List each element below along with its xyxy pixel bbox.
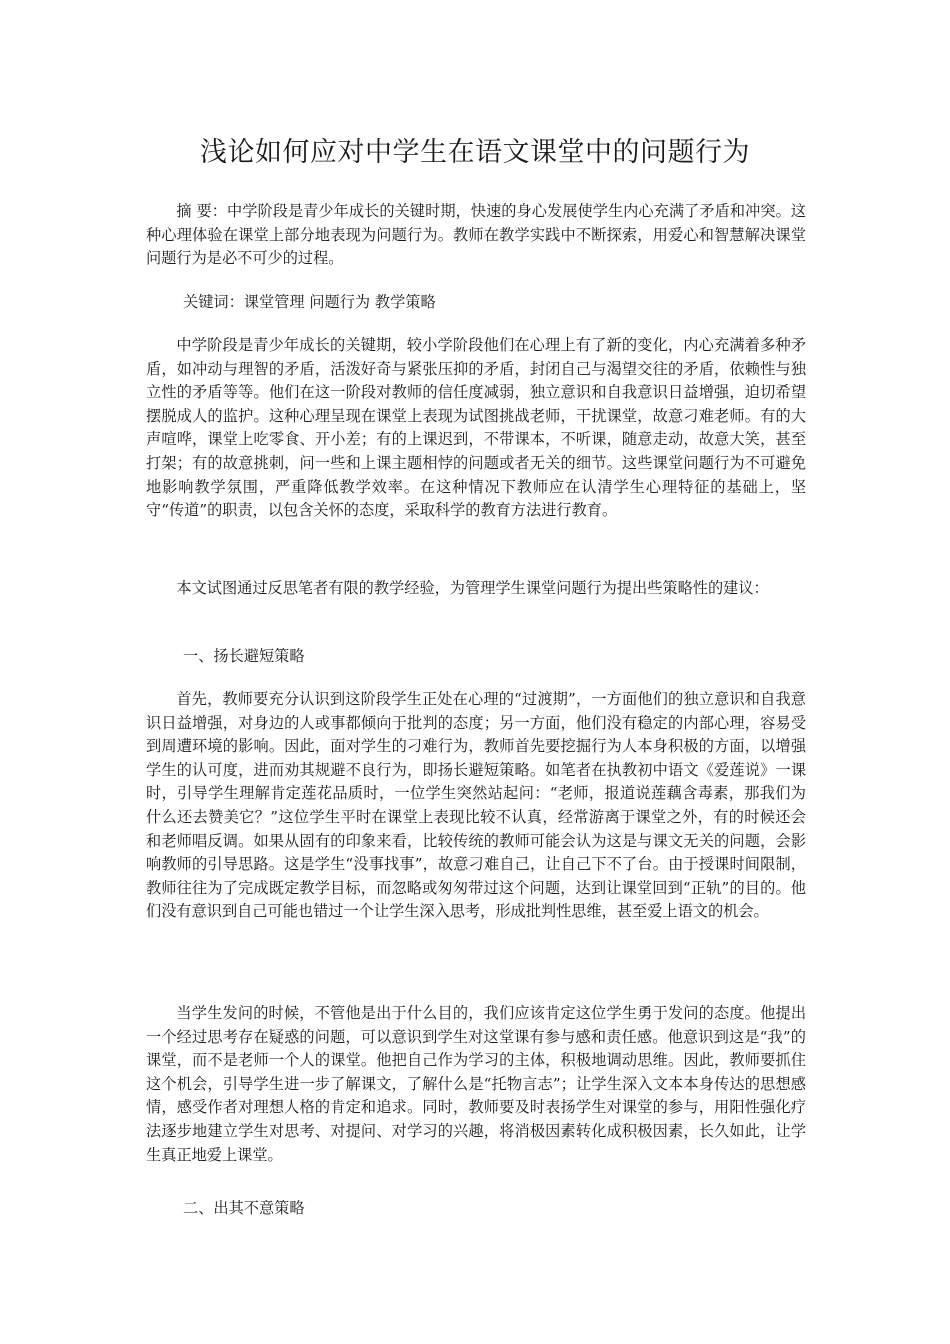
body-paragraph-2: 本文试图通过反思笔者有限的教学经验，为管理学生课堂问题行为提出些策略性的建议： bbox=[176, 579, 769, 597]
body-paragraph-3: 首先，教师要充分认识到这阶段学生正处在心理的“过渡期”，一方面他们的独立意识和自我意识日益增强，对身边的人或事都倾向于批判的态度；另一方面，他们没有稳定的内部心理，容易受到周遭环境的影响。因此，面对学生的刁难行为，教师首先要挖掘行为人本身积极的方面，以增强学生的认可度，进而劝其规避不良行为，即扬长避短策略。如笔者在执教初中语文《爱莲说》一课时，引导学生理解肯定莲花品质时，一位学生突然站起问：“老师，报道说莲藕含毒素，那我们为什么还去赞美它？”这位学生平时在课堂上表现比较不认真，经常游离于课堂之外，有的时候还会和老师唱反调。如果从固有的印象来看，比较传统的教师可能会认为这是与课文无关的问题，会影响教师的引导思路。这是学生“没事找事”，故意刁难自己，让自己下不了台。由于授课时间限制，教师往往为了完成既定教学目标，而忽略或匆匆带过这个问题，达到让课堂回到“正轨”的目的。他们没有意识到自己可能也错过一个让学生深入思考，形成批判性思维，甚至爱上语文的机会。 bbox=[146, 690, 806, 921]
abstract-paragraph: 摘 要：中学阶段是青少年成长的关键时期，快速的身心发展使学生内心充满了矛盾和冲突。这种心理体验在课堂上部分地表现为问题行为。教师在教学实践中不断探索，用爱心和智慧解决课堂问题行为是必不可少的过程。 bbox=[146, 202, 806, 268]
section-heading-2: 二、出其不意策略 bbox=[183, 1199, 305, 1217]
document-title: 浅论如何应对中学生在语文课堂中的问题行为 bbox=[200, 137, 750, 168]
body-paragraph-4: 当学生发问的时候，不管他是出于什么目的，我们应该肯定这位学生勇于发问的态度。他提出一个经过思考存在疑惑的问题，可以意识到学生对这堂课有参与感和责任感。他意识到这是“我”的课堂，而不是老师一个人的课堂。他把自己作为学习的主体，积极地调动思维。因此，教师要抓住这个机会，引导学生进一步了解课文，了解什么是“托物言志”；让学生深入文本本身传达的思想感情，感受作者对理想人格的肯定和追求。同时，教师要及时表扬学生对课堂的参与，用阳性强化疗法逐步地建立学生对思考、对提问、对学习的兴趣，将消极因素转化成积极因素，长久如此，让学生真正地爱上课堂。 bbox=[146, 1004, 806, 1164]
section-heading-1: 一、扬长避短策略 bbox=[183, 647, 305, 665]
body-paragraph-1: 中学阶段是青少年成长的关键期，较小学阶段他们在心理上有了新的变化，内心充满着多种矛盾，如冲动与理智的矛盾，活泼好奇与紧张压抑的矛盾，封闭自己与渴望交往的矛盾，依赖性与独立性的矛盾等等。他们在这一阶段对教师的信任度减弱，独立意识和自我意识日益增强，迫切希望摆脱成人的监护。这种心理呈现在课堂上表现为试图挑战老师，干扰课堂，故意刁难老师。有的大声喧哗，课堂上吃零食、开小差；有的上课迟到，不带课本，不听课，随意走动，故意大笑，甚至打架；有的故意挑刺，问一些和上课主题相悖的问题或者无关的细节。这些课堂问题行为不可避免地影响教学氛围，严重降低教学效率。在这种情况下教师应在认清学生心理特征的基础上，坚守“传道”的职责，以包含关怀的态度，采取科学的教育方法进行教育。 bbox=[146, 336, 806, 520]
keywords-line: 关键词：课堂管理 问题行为 教学策略 bbox=[183, 293, 436, 311]
